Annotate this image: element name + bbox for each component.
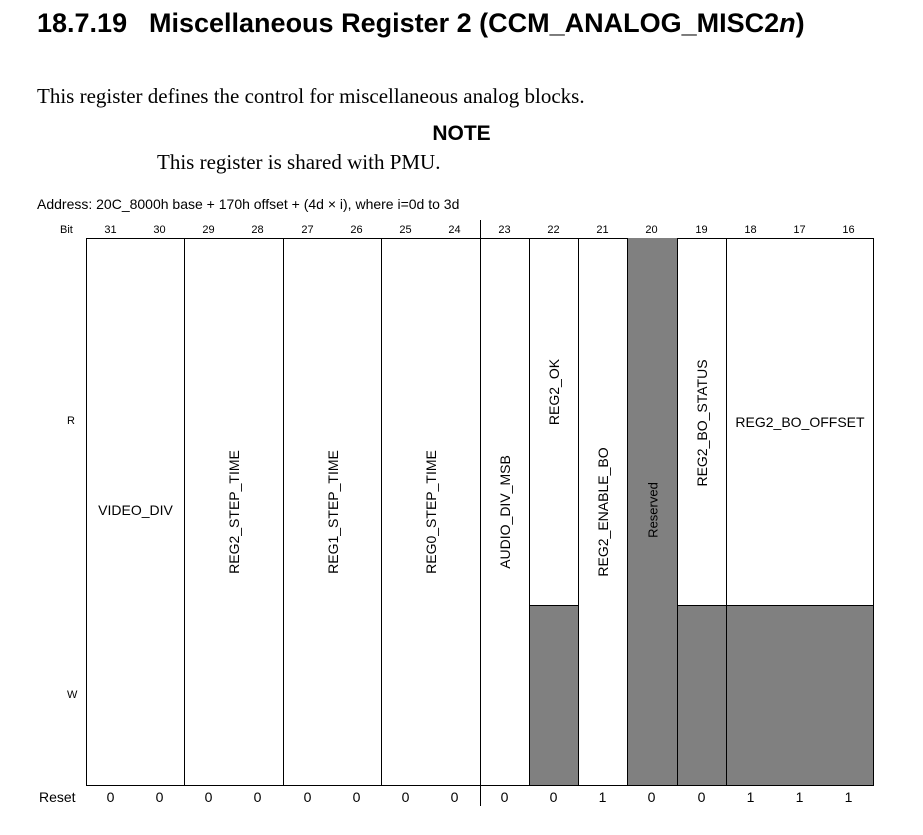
field-label: REG1_STEP_TIME bbox=[324, 450, 341, 574]
reset-value: 0 bbox=[155, 789, 164, 805]
bit-number: 25 bbox=[399, 224, 412, 236]
bit-number: 28 bbox=[251, 224, 264, 236]
field-label: VIDEO_DIV bbox=[98, 502, 173, 518]
bit-number: 26 bbox=[350, 224, 363, 236]
register-address: Address: 20C_8000h base + 170h offset + (4d × i), where i=0d to 3d bbox=[37, 196, 460, 212]
field-reg2-step-time bbox=[184, 238, 283, 785]
section-title-close: ) bbox=[795, 8, 805, 38]
bit-number: 19 bbox=[695, 224, 708, 236]
field-label: REG0_STEP_TIME bbox=[423, 450, 439, 574]
reset-value: 0 bbox=[401, 789, 410, 805]
reset-row-label: Reset bbox=[39, 789, 76, 805]
reset-value: 0 bbox=[500, 789, 509, 805]
bit-number: 27 bbox=[301, 224, 314, 236]
field-label: AUDIO_DIV_MSB bbox=[497, 455, 513, 569]
field-reg2-bo-offset bbox=[726, 238, 874, 785]
section-title-suffix: n bbox=[779, 8, 796, 38]
bit-number: 30 bbox=[153, 224, 166, 236]
write-shaded-cell bbox=[727, 605, 873, 785]
reset-value: 0 bbox=[549, 789, 558, 805]
reset-value: 1 bbox=[844, 789, 853, 805]
bit-number: 21 bbox=[596, 224, 609, 236]
reset-value: 0 bbox=[352, 789, 361, 805]
bit-number: 22 bbox=[547, 224, 560, 236]
reset-value: 0 bbox=[647, 789, 656, 805]
bit-number: 31 bbox=[104, 224, 117, 236]
field-label: REG2_BO_OFFSET bbox=[735, 414, 865, 430]
reset-value: 0 bbox=[450, 789, 459, 805]
field-reg1-step-time bbox=[283, 238, 381, 785]
halfword-divider bbox=[480, 220, 481, 238]
field-label: REG2_BO_STATUS bbox=[694, 359, 710, 487]
field-reg2-bo-status bbox=[677, 238, 726, 785]
reset-value: 1 bbox=[598, 789, 607, 805]
field-reg2-enable-bo bbox=[578, 238, 627, 785]
field-label: REG2_ENABLE_BO bbox=[595, 447, 611, 577]
field-audio-div-msb bbox=[480, 238, 529, 785]
bit-number: 24 bbox=[448, 224, 461, 236]
field-label: Reserved bbox=[645, 482, 660, 538]
reset-value: 0 bbox=[106, 789, 115, 805]
write-row-label: W bbox=[67, 689, 78, 701]
field-label: REG2_STEP_TIME bbox=[226, 450, 242, 574]
bit-number: 16 bbox=[842, 224, 855, 236]
reset-value: 0 bbox=[697, 789, 706, 805]
reset-value: 0 bbox=[204, 789, 213, 805]
write-shaded-cell bbox=[530, 605, 578, 785]
bit-row-label: Bit bbox=[60, 224, 73, 236]
bit-number: 17 bbox=[793, 224, 806, 236]
field-reserved bbox=[627, 238, 677, 785]
field-reg0-step-time bbox=[381, 238, 480, 785]
bit-number: 18 bbox=[744, 224, 757, 236]
field-label: REG2_OK bbox=[546, 358, 562, 426]
note-text: This register is shared with PMU. bbox=[157, 150, 441, 174]
bit-number: 23 bbox=[498, 224, 511, 236]
bit-number: 29 bbox=[202, 224, 215, 236]
reset-value: 0 bbox=[253, 789, 262, 805]
section-title: Miscellaneous Register 2 (CCM_ANALOG_MISC2 bbox=[149, 8, 780, 38]
intro-paragraph: This register defines the control for miscellaneous analog blocks. bbox=[37, 84, 585, 108]
reset-value: 1 bbox=[746, 789, 755, 805]
field-video-div bbox=[86, 238, 184, 785]
read-row-label: R bbox=[67, 415, 75, 427]
reset-value: 0 bbox=[303, 789, 312, 805]
section-number: 18.7.19 bbox=[37, 8, 128, 38]
note-label: NOTE bbox=[432, 122, 491, 145]
write-shaded-cell bbox=[678, 605, 726, 785]
field-reg2-ok bbox=[529, 238, 578, 785]
bit-number: 20 bbox=[645, 224, 658, 236]
reset-value: 1 bbox=[795, 789, 804, 805]
section-heading bbox=[37, 8, 805, 39]
